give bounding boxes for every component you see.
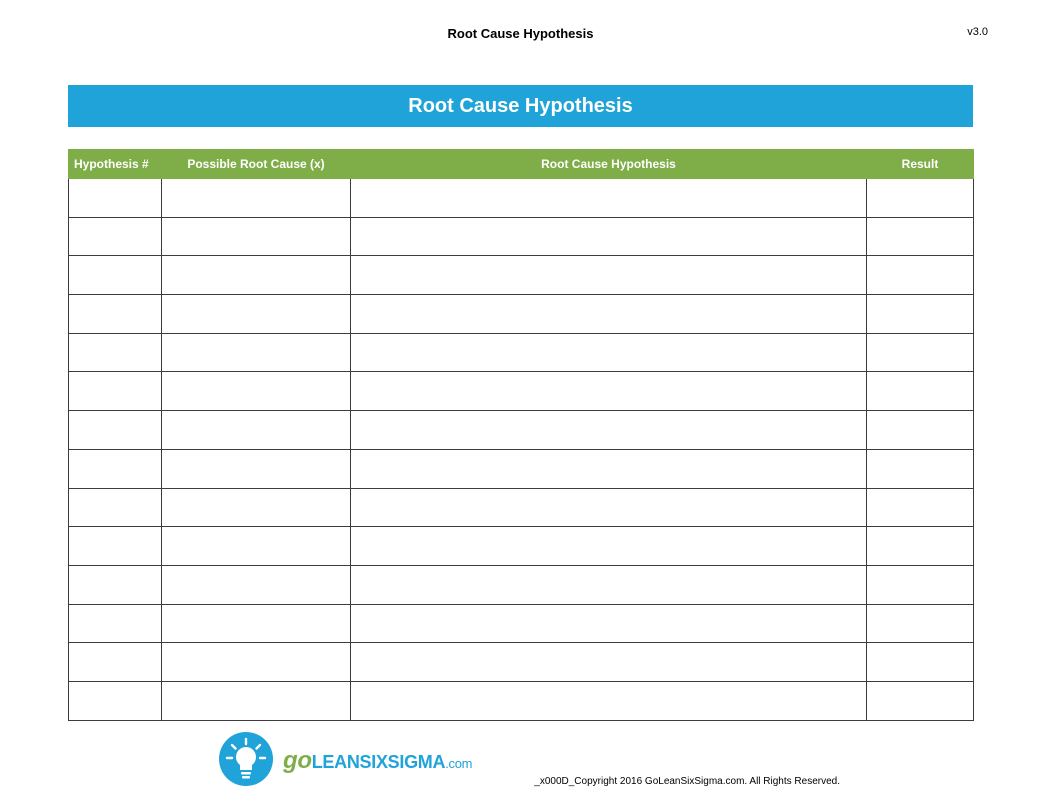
cell-hypothesis-number[interactable] [69,565,162,604]
page-header-title: Root Cause Hypothesis [447,26,594,41]
cell-result[interactable] [867,643,974,682]
cell-hypothesis-number[interactable] [69,217,162,256]
cell-possible-root-cause[interactable] [162,527,351,566]
cell-root-cause-hypothesis[interactable] [351,256,867,295]
cell-root-cause-hypothesis[interactable] [351,179,867,218]
table-row [69,217,974,256]
cell-result[interactable] [867,179,974,218]
cell-possible-root-cause[interactable] [162,411,351,450]
cell-possible-root-cause[interactable] [162,604,351,643]
version-label: v3.0 [967,26,988,38]
banner [68,85,973,127]
table-row [69,256,974,295]
cell-root-cause-hypothesis[interactable] [351,681,867,720]
cell-result[interactable] [867,565,974,604]
cell-possible-root-cause[interactable] [162,488,351,527]
table-row [69,333,974,372]
cell-hypothesis-number[interactable] [69,643,162,682]
logo-dotcom: .com [445,756,473,771]
logo-go: go [283,747,312,774]
table-row [69,488,974,527]
table-row [69,295,974,334]
cell-hypothesis-number[interactable] [69,295,162,334]
cell-possible-root-cause[interactable] [162,295,351,334]
cell-hypothesis-number[interactable] [69,333,162,372]
table-row [69,565,974,604]
cell-possible-root-cause[interactable] [162,256,351,295]
cell-root-cause-hypothesis[interactable] [351,411,867,450]
copyright-notice: _x000D_Copyright 2016 GoLeanSixSigma.com. All Rights Reserved. [534,776,840,787]
logo-lean: LEAN [311,752,360,772]
cell-root-cause-hypothesis[interactable] [351,488,867,527]
cell-result[interactable] [867,411,974,450]
cell-root-cause-hypothesis[interactable] [351,643,867,682]
table-row [69,372,974,411]
cell-root-cause-hypothesis[interactable] [351,372,867,411]
cell-possible-root-cause[interactable] [162,565,351,604]
cell-root-cause-hypothesis[interactable] [351,527,867,566]
cell-hypothesis-number[interactable] [69,527,162,566]
table-row [69,527,974,566]
cell-possible-root-cause[interactable] [162,643,351,682]
cell-result[interactable] [867,217,974,256]
cell-result[interactable] [867,527,974,566]
cell-result[interactable] [867,295,974,334]
cell-root-cause-hypothesis[interactable] [351,604,867,643]
table-row [69,411,974,450]
cell-root-cause-hypothesis[interactable] [351,449,867,488]
cell-result[interactable] [867,449,974,488]
table-body [69,179,974,721]
hypothesis-table [68,149,974,721]
cell-result[interactable] [867,604,974,643]
cell-hypothesis-number[interactable] [69,256,162,295]
cell-result[interactable] [867,333,974,372]
cell-possible-root-cause[interactable] [162,681,351,720]
cell-result[interactable] [867,372,974,411]
cell-root-cause-hypothesis[interactable] [351,217,867,256]
banner-title: Root Cause Hypothesis [408,94,633,117]
table-row [69,681,974,720]
cell-root-cause-hypothesis[interactable] [351,295,867,334]
cell-possible-root-cause[interactable] [162,217,351,256]
cell-result[interactable] [867,681,974,720]
logo-sigma: SIGMA [387,752,446,772]
cell-hypothesis-number[interactable] [69,411,162,450]
cell-hypothesis-number[interactable] [69,179,162,218]
cell-result[interactable] [867,256,974,295]
cell-result[interactable] [867,488,974,527]
cell-possible-root-cause[interactable] [162,372,351,411]
cell-root-cause-hypothesis[interactable] [351,565,867,604]
goleansixsigma-logo [219,732,472,786]
cell-possible-root-cause[interactable] [162,449,351,488]
cell-hypothesis-number[interactable] [69,488,162,527]
cell-possible-root-cause[interactable] [162,179,351,218]
footer [0,728,1041,798]
cell-hypothesis-number[interactable] [69,449,162,488]
cell-possible-root-cause[interactable] [162,333,351,372]
column-header-hypothesis-number: Hypothesis # [69,150,162,179]
logo-wordmark [283,747,472,775]
cell-hypothesis-number[interactable] [69,681,162,720]
table-row [69,449,974,488]
cell-hypothesis-number[interactable] [69,604,162,643]
table-row [69,604,974,643]
column-header-root-cause-hypothesis: Root Cause Hypothesis [351,150,867,179]
table-row [69,643,974,682]
logo-six: SIX [359,752,388,772]
cell-root-cause-hypothesis[interactable] [351,333,867,372]
column-header-possible-root-cause: Possible Root Cause (x) [162,150,351,179]
table-header-row [69,150,974,179]
table-row [69,179,974,218]
cell-hypothesis-number[interactable] [69,372,162,411]
column-header-result: Result [867,150,974,179]
lightbulb-logo-icon [219,732,273,786]
